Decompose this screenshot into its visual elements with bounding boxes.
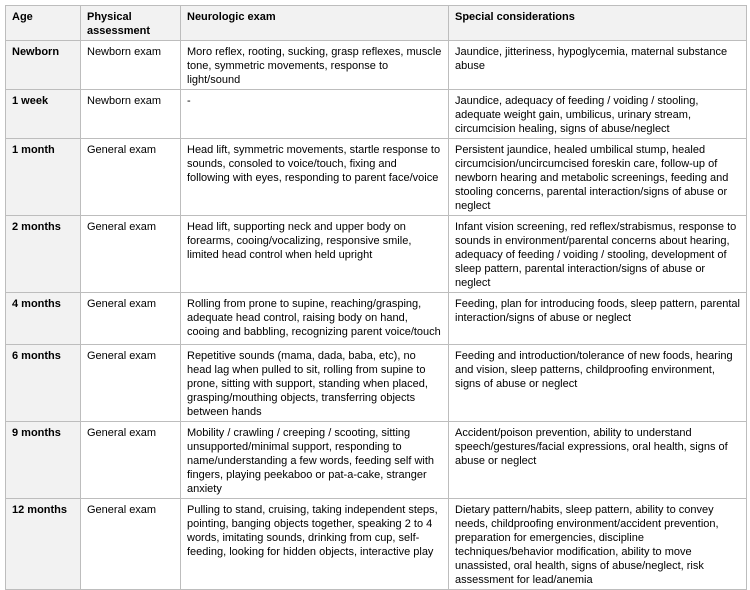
special-considerations-cell: Persistent jaundice, healed umbilical stump, healed circumcision/uncircumcised foreskin care, follow-up of newborn hearing and metabolic screenings, feeding and stooling concerns, parental interaction/signs of abuse or neglect xyxy=(449,139,747,216)
age-cell: 6 months xyxy=(6,345,81,422)
neurologic-exam-cell: Moro reflex, rooting, sucking, grasp reflexes, muscle tone, symmetric movements, response to light/sound xyxy=(181,41,449,90)
neurologic-exam-cell: Pulling to stand, cruising, taking independent steps, pointing, banging objects together, speaking 2 to 4 words, imitating sounds, drinking from cup, self-feeding, looking for hidden objects, interactive play xyxy=(181,499,449,590)
special-considerations-cell: Dietary pattern/habits, sleep pattern, ability to convey needs, childproofing environment/accident prevention, preparation for emergencies, discipline techniques/behavior modification, ability to move unassisted, oral health, signs of abuse/neglect, risk assessment for lead/anemia xyxy=(449,499,747,590)
infant-assessment-table xyxy=(5,5,747,590)
physical-assessment-cell: General exam xyxy=(81,293,181,345)
physical-assessment-cell: General exam xyxy=(81,345,181,422)
age-cell: Newborn xyxy=(6,41,81,90)
special-considerations-cell: Jaundice, adequacy of feeding / voiding / stooling, adequate weight gain, umbilicus, urinary stream, circumcision healing, signs of abuse/neglect xyxy=(449,90,747,139)
table-row xyxy=(6,345,747,422)
table-row xyxy=(6,139,747,216)
header-special-considerations: Special considerations xyxy=(449,6,747,41)
physical-assessment-cell: Newborn exam xyxy=(81,90,181,139)
special-considerations-cell: Jaundice, jitteriness, hypoglycemia, maternal substance abuse xyxy=(449,41,747,90)
header-row xyxy=(6,6,747,41)
physical-assessment-cell: General exam xyxy=(81,139,181,216)
neurologic-exam-cell: Head lift, supporting neck and upper body on forearms, cooing/vocalizing, responsive smile, limited head control when held upright xyxy=(181,216,449,293)
table-row xyxy=(6,41,747,90)
physical-assessment-cell: Newborn exam xyxy=(81,41,181,90)
age-cell: 1 month xyxy=(6,139,81,216)
physical-assessment-cell: General exam xyxy=(81,499,181,590)
table-row xyxy=(6,216,747,293)
age-cell: 4 months xyxy=(6,293,81,345)
table-row xyxy=(6,499,747,590)
age-cell: 1 week xyxy=(6,90,81,139)
physical-assessment-cell: General exam xyxy=(81,422,181,499)
table-row xyxy=(6,90,747,139)
table-row xyxy=(6,293,747,345)
neurologic-exam-cell: - xyxy=(181,90,449,139)
neurologic-exam-cell: Head lift, symmetric movements, startle response to sounds, consoled to voice/touch, fixing and following with eyes, responding to parent face/voice xyxy=(181,139,449,216)
neurologic-exam-cell: Repetitive sounds (mama, dada, baba, etc), no head lag when pulled to sit, rolling from supine to prone, sitting with support, standing when placed, grasping/mouthing objects, transferring objects between hands xyxy=(181,345,449,422)
header-neurologic-exam: Neurologic exam xyxy=(181,6,449,41)
special-considerations-cell: Feeding and introduction/tolerance of new foods, hearing and vision, sleep patterns, childproofing environment, signs of abuse or neglect xyxy=(449,345,747,422)
special-considerations-cell: Infant vision screening, red reflex/strabismus, response to sounds in environment/parental concerns about hearing, adequacy of feeding / voiding / stooling, development of sleep pattern, parental interaction/signs of abuse or neglect xyxy=(449,216,747,293)
physical-assessment-cell: General exam xyxy=(81,216,181,293)
age-cell: 12 months xyxy=(6,499,81,590)
age-cell: 2 months xyxy=(6,216,81,293)
neurologic-exam-cell: Mobility / crawling / creeping / scooting, sitting unsupported/minimal support, responding to name/understanding a few words, feeding self with fingers, playing peekaboo or pat-a-cake, stranger anxiety xyxy=(181,422,449,499)
table-row xyxy=(6,422,747,499)
header-age: Age xyxy=(6,6,81,41)
header-physical-assessment: Physical assessment xyxy=(81,6,181,41)
special-considerations-cell: Accident/poison prevention, ability to understand speech/gestures/facial expressions, oral health, signs of abuse or neglect xyxy=(449,422,747,499)
age-cell: 9 months xyxy=(6,422,81,499)
special-considerations-cell: Feeding, plan for introducing foods, sleep pattern, parental interaction/signs of abuse or neglect xyxy=(449,293,747,345)
neurologic-exam-cell: Rolling from prone to supine, reaching/grasping, adequate head control, raising body on hand, cooing and babbling, recognizing parent voice/touch xyxy=(181,293,449,345)
